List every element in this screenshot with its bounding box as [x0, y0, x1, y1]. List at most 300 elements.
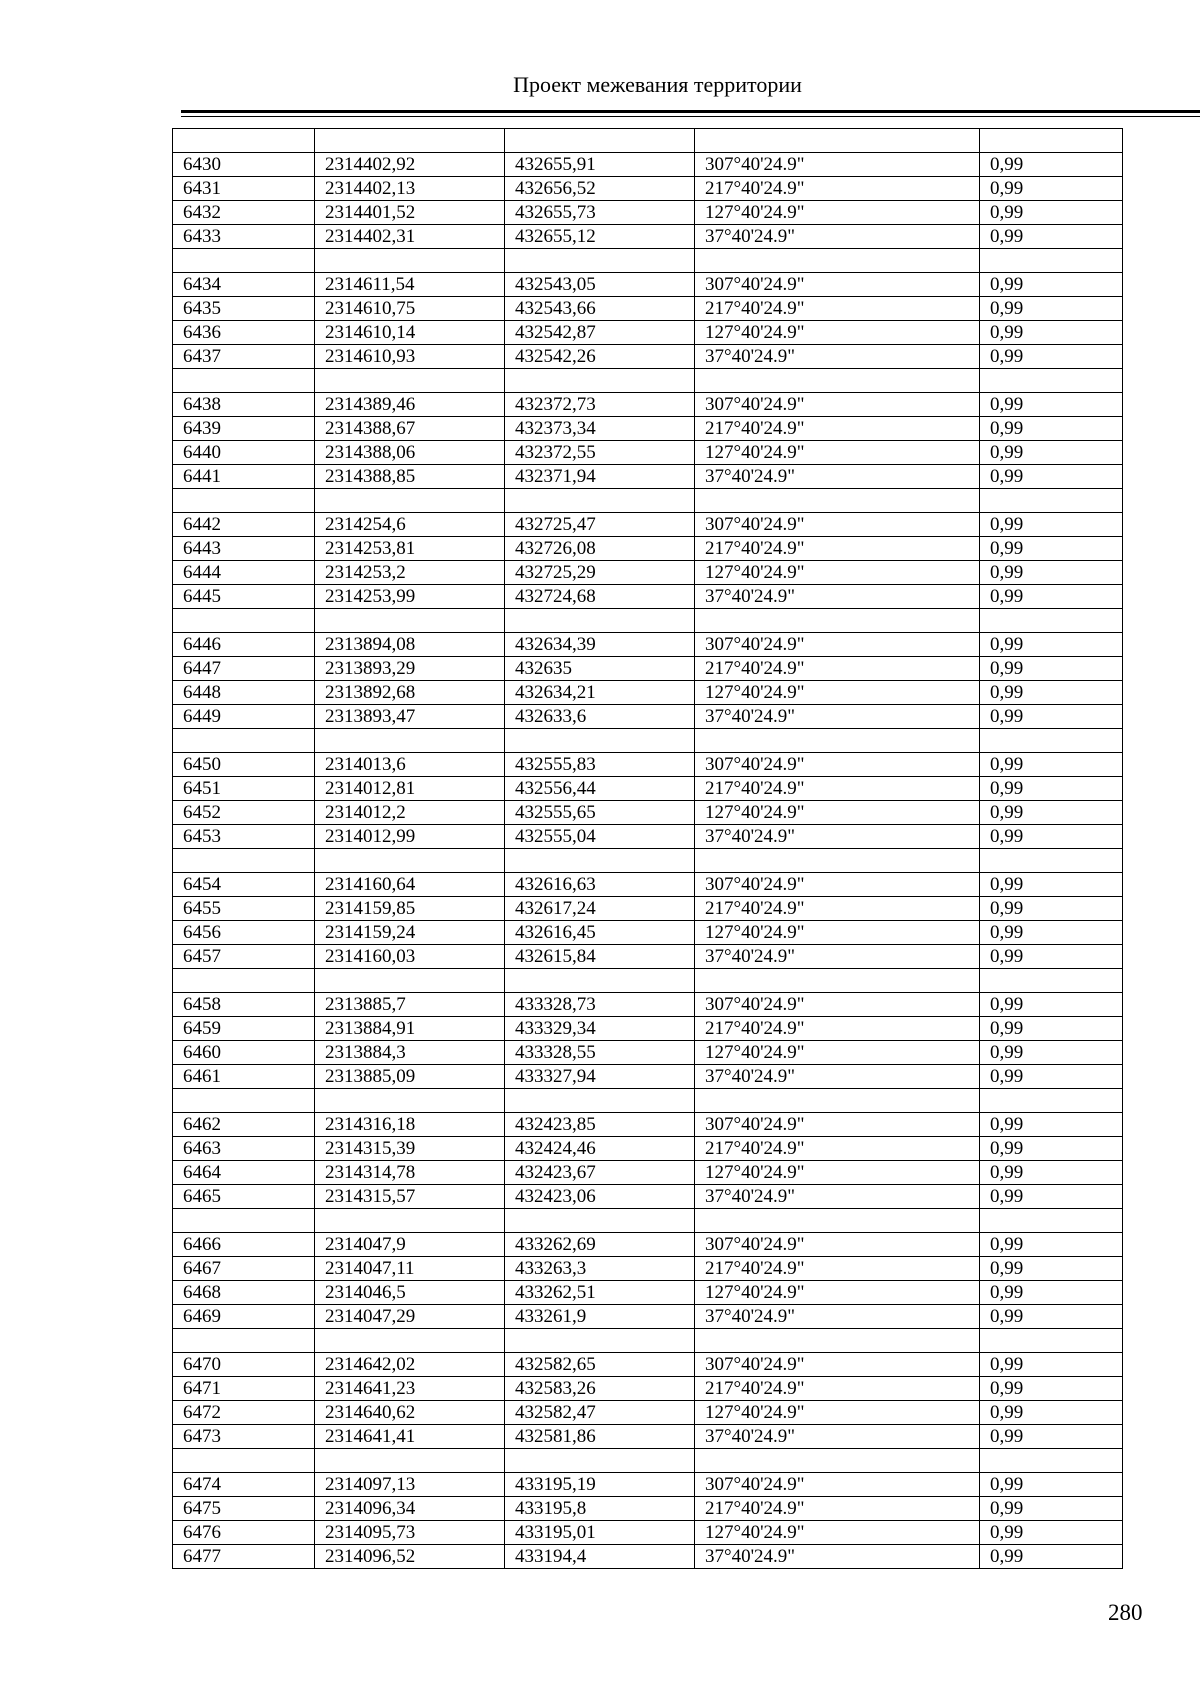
y-coordinate-cell: 432423,06	[505, 1185, 695, 1209]
y-coordinate-cell: 433195,01	[505, 1521, 695, 1545]
point-number-cell: 6458	[173, 993, 315, 1017]
point-number-cell: 6453	[173, 825, 315, 849]
direction-angle-cell: 37°40'24.9"	[695, 225, 980, 249]
y-coordinate-cell: 432724,68	[505, 585, 695, 609]
direction-angle-cell: 217°40'24.9"	[695, 777, 980, 801]
point-number-cell: 6442	[173, 513, 315, 537]
point-number-cell: 6454	[173, 873, 315, 897]
empty-cell	[980, 609, 1123, 633]
empty-cell	[173, 1209, 315, 1233]
distance-cell: 0,99	[980, 1161, 1123, 1185]
y-coordinate-cell: 432555,04	[505, 825, 695, 849]
direction-angle-cell: 127°40'24.9"	[695, 1281, 980, 1305]
point-number-cell: 6470	[173, 1353, 315, 1377]
distance-cell: 0,99	[980, 993, 1123, 1017]
y-coordinate-cell: 432373,34	[505, 417, 695, 441]
direction-angle-cell: 307°40'24.9"	[695, 1353, 980, 1377]
y-coordinate-cell: 432726,08	[505, 537, 695, 561]
distance-cell: 0,99	[980, 225, 1123, 249]
point-number-cell: 6473	[173, 1425, 315, 1449]
table-row	[173, 297, 1123, 321]
x-coordinate-cell: 2314012,81	[315, 777, 505, 801]
header-rule-thin	[181, 116, 1200, 117]
table-row	[173, 321, 1123, 345]
direction-angle-cell: 127°40'24.9"	[695, 1401, 980, 1425]
empty-cell	[173, 849, 315, 873]
direction-angle-cell: 217°40'24.9"	[695, 1377, 980, 1401]
separator-row	[173, 849, 1123, 873]
empty-cell	[173, 1329, 315, 1353]
empty-cell	[315, 489, 505, 513]
y-coordinate-cell: 432655,91	[505, 153, 695, 177]
point-number-cell: 6462	[173, 1113, 315, 1137]
x-coordinate-cell: 2314610,93	[315, 345, 505, 369]
y-coordinate-cell: 433194,4	[505, 1545, 695, 1569]
empty-cell	[980, 1449, 1123, 1473]
distance-cell: 0,99	[980, 1065, 1123, 1089]
point-number-cell: 6440	[173, 441, 315, 465]
table-row	[173, 201, 1123, 225]
distance-cell: 0,99	[980, 1425, 1123, 1449]
empty-cell	[980, 969, 1123, 993]
direction-angle-cell: 37°40'24.9"	[695, 345, 980, 369]
direction-angle-cell: 307°40'24.9"	[695, 753, 980, 777]
empty-cell	[695, 129, 980, 153]
table-row	[173, 441, 1123, 465]
table-row	[173, 777, 1123, 801]
x-coordinate-cell: 2313885,09	[315, 1065, 505, 1089]
direction-angle-cell: 127°40'24.9"	[695, 921, 980, 945]
x-coordinate-cell: 2314316,18	[315, 1113, 505, 1137]
table-row	[173, 681, 1123, 705]
distance-cell: 0,99	[980, 1305, 1123, 1329]
distance-cell: 0,99	[980, 777, 1123, 801]
table-row	[173, 801, 1123, 825]
y-coordinate-cell: 432635	[505, 657, 695, 681]
point-number-cell: 6441	[173, 465, 315, 489]
y-coordinate-cell: 432616,63	[505, 873, 695, 897]
x-coordinate-cell: 2314610,14	[315, 321, 505, 345]
empty-cell	[173, 489, 315, 513]
table-row	[173, 273, 1123, 297]
table-row	[173, 753, 1123, 777]
table-row	[173, 945, 1123, 969]
y-coordinate-cell: 433195,19	[505, 1473, 695, 1497]
distance-cell: 0,99	[980, 393, 1123, 417]
table-row	[173, 1185, 1123, 1209]
coordinates-table-body	[173, 129, 1123, 1569]
empty-cell	[695, 969, 980, 993]
y-coordinate-cell: 433261,9	[505, 1305, 695, 1329]
separator-row	[173, 1209, 1123, 1233]
table-row	[173, 225, 1123, 249]
y-coordinate-cell: 433195,8	[505, 1497, 695, 1521]
table-row	[173, 465, 1123, 489]
direction-angle-cell: 127°40'24.9"	[695, 201, 980, 225]
table-row	[173, 1113, 1123, 1137]
empty-cell	[505, 1089, 695, 1113]
empty-cell	[695, 729, 980, 753]
x-coordinate-cell: 2314096,34	[315, 1497, 505, 1521]
empty-cell	[315, 1089, 505, 1113]
y-coordinate-cell: 433328,73	[505, 993, 695, 1017]
x-coordinate-cell: 2314315,39	[315, 1137, 505, 1161]
direction-angle-cell: 307°40'24.9"	[695, 273, 980, 297]
distance-cell: 0,99	[980, 825, 1123, 849]
direction-angle-cell: 217°40'24.9"	[695, 1137, 980, 1161]
empty-cell	[695, 1209, 980, 1233]
table-row	[173, 1137, 1123, 1161]
header-rule-thick	[181, 110, 1200, 113]
direction-angle-cell: 127°40'24.9"	[695, 1161, 980, 1185]
point-number-cell: 6464	[173, 1161, 315, 1185]
direction-angle-cell: 217°40'24.9"	[695, 1497, 980, 1521]
direction-angle-cell: 307°40'24.9"	[695, 873, 980, 897]
direction-angle-cell: 307°40'24.9"	[695, 1113, 980, 1137]
empty-cell	[173, 249, 315, 273]
point-number-cell: 6463	[173, 1137, 315, 1161]
empty-cell	[695, 1089, 980, 1113]
empty-cell	[980, 849, 1123, 873]
empty-cell	[505, 369, 695, 393]
x-coordinate-cell: 2314642,02	[315, 1353, 505, 1377]
y-coordinate-cell: 433327,94	[505, 1065, 695, 1089]
table-row	[173, 1065, 1123, 1089]
direction-angle-cell: 307°40'24.9"	[695, 513, 980, 537]
direction-angle-cell: 127°40'24.9"	[695, 1521, 980, 1545]
point-number-cell: 6466	[173, 1233, 315, 1257]
distance-cell: 0,99	[980, 1257, 1123, 1281]
table-row	[173, 537, 1123, 561]
table-row	[173, 1521, 1123, 1545]
direction-angle-cell: 37°40'24.9"	[695, 1185, 980, 1209]
coordinates-table	[172, 128, 1123, 1569]
empty-cell	[315, 849, 505, 873]
x-coordinate-cell: 2314611,54	[315, 273, 505, 297]
empty-cell	[315, 369, 505, 393]
empty-cell	[505, 249, 695, 273]
empty-cell	[695, 609, 980, 633]
point-number-cell: 6461	[173, 1065, 315, 1089]
x-coordinate-cell: 2314159,85	[315, 897, 505, 921]
empty-cell	[315, 249, 505, 273]
table-row	[173, 921, 1123, 945]
x-coordinate-cell: 2314160,03	[315, 945, 505, 969]
page-header: Проект межевания территории	[513, 72, 802, 97]
distance-cell: 0,99	[980, 657, 1123, 681]
table-row	[173, 1257, 1123, 1281]
y-coordinate-cell: 432583,26	[505, 1377, 695, 1401]
y-coordinate-cell: 432633,6	[505, 705, 695, 729]
distance-cell: 0,99	[980, 537, 1123, 561]
y-coordinate-cell: 432543,66	[505, 297, 695, 321]
empty-cell	[315, 969, 505, 993]
direction-angle-cell: 307°40'24.9"	[695, 153, 980, 177]
y-coordinate-cell: 433262,69	[505, 1233, 695, 1257]
empty-cell	[173, 369, 315, 393]
direction-angle-cell: 217°40'24.9"	[695, 537, 980, 561]
table-row	[173, 417, 1123, 441]
separator-row	[173, 1329, 1123, 1353]
x-coordinate-cell: 2313893,47	[315, 705, 505, 729]
distance-cell: 0,99	[980, 921, 1123, 945]
empty-cell	[980, 489, 1123, 513]
y-coordinate-cell: 432634,21	[505, 681, 695, 705]
distance-cell: 0,99	[980, 177, 1123, 201]
point-number-cell: 6433	[173, 225, 315, 249]
distance-cell: 0,99	[980, 321, 1123, 345]
direction-angle-cell: 127°40'24.9"	[695, 561, 980, 585]
point-number-cell: 6451	[173, 777, 315, 801]
distance-cell: 0,99	[980, 1017, 1123, 1041]
y-coordinate-cell: 432581,86	[505, 1425, 695, 1449]
point-number-cell: 6465	[173, 1185, 315, 1209]
empty-cell	[980, 369, 1123, 393]
distance-cell: 0,99	[980, 633, 1123, 657]
empty-cell	[173, 1449, 315, 1473]
x-coordinate-cell: 2314095,73	[315, 1521, 505, 1545]
distance-cell: 0,99	[980, 1113, 1123, 1137]
empty-cell	[173, 1089, 315, 1113]
distance-cell: 0,99	[980, 201, 1123, 225]
y-coordinate-cell: 432725,47	[505, 513, 695, 537]
point-number-cell: 6457	[173, 945, 315, 969]
empty-cell	[315, 129, 505, 153]
separator-row	[173, 489, 1123, 513]
direction-angle-cell: 37°40'24.9"	[695, 1425, 980, 1449]
separator-row	[173, 1089, 1123, 1113]
x-coordinate-cell: 2314402,31	[315, 225, 505, 249]
distance-cell: 0,99	[980, 1497, 1123, 1521]
distance-cell: 0,99	[980, 513, 1123, 537]
table-row	[173, 993, 1123, 1017]
table-row	[173, 177, 1123, 201]
table-row	[173, 393, 1123, 417]
table-row	[173, 1041, 1123, 1065]
x-coordinate-cell: 2314013,6	[315, 753, 505, 777]
x-coordinate-cell: 2314160,64	[315, 873, 505, 897]
x-coordinate-cell: 2314012,99	[315, 825, 505, 849]
direction-angle-cell: 217°40'24.9"	[695, 1257, 980, 1281]
y-coordinate-cell: 433329,34	[505, 1017, 695, 1041]
table-row	[173, 1353, 1123, 1377]
y-coordinate-cell: 433262,51	[505, 1281, 695, 1305]
table-row	[173, 345, 1123, 369]
point-number-cell: 6450	[173, 753, 315, 777]
y-coordinate-cell: 432617,24	[505, 897, 695, 921]
table-row	[173, 1233, 1123, 1257]
direction-angle-cell: 307°40'24.9"	[695, 1233, 980, 1257]
separator-row	[173, 969, 1123, 993]
x-coordinate-cell: 2314254,6	[315, 513, 505, 537]
separator-row	[173, 369, 1123, 393]
x-coordinate-cell: 2314253,2	[315, 561, 505, 585]
distance-cell: 0,99	[980, 465, 1123, 489]
x-coordinate-cell: 2314097,13	[315, 1473, 505, 1497]
x-coordinate-cell: 2314641,41	[315, 1425, 505, 1449]
x-coordinate-cell: 2314314,78	[315, 1161, 505, 1185]
x-coordinate-cell: 2314315,57	[315, 1185, 505, 1209]
y-coordinate-cell: 432372,55	[505, 441, 695, 465]
distance-cell: 0,99	[980, 1185, 1123, 1209]
distance-cell: 0,99	[980, 153, 1123, 177]
point-number-cell: 6471	[173, 1377, 315, 1401]
y-coordinate-cell: 433328,55	[505, 1041, 695, 1065]
point-number-cell: 6455	[173, 897, 315, 921]
table-row	[173, 1377, 1123, 1401]
point-number-cell: 6467	[173, 1257, 315, 1281]
direction-angle-cell: 217°40'24.9"	[695, 897, 980, 921]
x-coordinate-cell: 2313894,08	[315, 633, 505, 657]
distance-cell: 0,99	[980, 345, 1123, 369]
distance-cell: 0,99	[980, 1521, 1123, 1545]
empty-cell	[980, 1329, 1123, 1353]
x-coordinate-cell: 2314388,85	[315, 465, 505, 489]
point-number-cell: 6432	[173, 201, 315, 225]
point-number-cell: 6434	[173, 273, 315, 297]
x-coordinate-cell: 2314047,29	[315, 1305, 505, 1329]
distance-cell: 0,99	[980, 873, 1123, 897]
distance-cell: 0,99	[980, 1137, 1123, 1161]
table-row	[173, 1497, 1123, 1521]
empty-cell	[695, 249, 980, 273]
table-row	[173, 657, 1123, 681]
empty-cell	[505, 609, 695, 633]
y-coordinate-cell: 432542,87	[505, 321, 695, 345]
direction-angle-cell: 127°40'24.9"	[695, 441, 980, 465]
y-coordinate-cell: 432616,45	[505, 921, 695, 945]
distance-cell: 0,99	[980, 705, 1123, 729]
direction-angle-cell: 127°40'24.9"	[695, 1041, 980, 1065]
empty-cell	[173, 609, 315, 633]
point-number-cell: 6435	[173, 297, 315, 321]
empty-cell	[695, 1329, 980, 1353]
y-coordinate-cell: 433263,3	[505, 1257, 695, 1281]
empty-cell	[505, 489, 695, 513]
distance-cell: 0,99	[980, 897, 1123, 921]
x-coordinate-cell: 2314253,81	[315, 537, 505, 561]
table-row	[173, 1281, 1123, 1305]
distance-cell: 0,99	[980, 1041, 1123, 1065]
y-coordinate-cell: 432655,12	[505, 225, 695, 249]
distance-cell: 0,99	[980, 1353, 1123, 1377]
distance-cell: 0,99	[980, 1377, 1123, 1401]
distance-cell: 0,99	[980, 561, 1123, 585]
x-coordinate-cell: 2314047,11	[315, 1257, 505, 1281]
empty-cell	[315, 1209, 505, 1233]
table-row	[173, 1425, 1123, 1449]
empty-cell	[505, 1209, 695, 1233]
y-coordinate-cell: 432634,39	[505, 633, 695, 657]
x-coordinate-cell: 2313893,29	[315, 657, 505, 681]
distance-cell: 0,99	[980, 441, 1123, 465]
x-coordinate-cell: 2314610,75	[315, 297, 505, 321]
empty-cell	[980, 1089, 1123, 1113]
point-number-cell: 6460	[173, 1041, 315, 1065]
table-row	[173, 1017, 1123, 1041]
point-number-cell: 6447	[173, 657, 315, 681]
empty-cell	[315, 609, 505, 633]
empty-cell	[505, 129, 695, 153]
x-coordinate-cell: 2314640,62	[315, 1401, 505, 1425]
direction-angle-cell: 127°40'24.9"	[695, 321, 980, 345]
empty-cell	[505, 1329, 695, 1353]
distance-cell: 0,99	[980, 1401, 1123, 1425]
x-coordinate-cell: 2314096,52	[315, 1545, 505, 1569]
y-coordinate-cell: 432725,29	[505, 561, 695, 585]
point-number-cell: 6430	[173, 153, 315, 177]
separator-row	[173, 609, 1123, 633]
empty-cell	[315, 729, 505, 753]
y-coordinate-cell: 432555,83	[505, 753, 695, 777]
x-coordinate-cell: 2314388,67	[315, 417, 505, 441]
empty-cell	[695, 1449, 980, 1473]
y-coordinate-cell: 432655,73	[505, 201, 695, 225]
empty-cell	[173, 969, 315, 993]
x-coordinate-cell: 2313884,3	[315, 1041, 505, 1065]
table-row	[173, 1473, 1123, 1497]
direction-angle-cell: 307°40'24.9"	[695, 993, 980, 1017]
table-row	[173, 873, 1123, 897]
table-row	[173, 513, 1123, 537]
direction-angle-cell: 127°40'24.9"	[695, 801, 980, 825]
point-number-cell: 6448	[173, 681, 315, 705]
point-number-cell: 6445	[173, 585, 315, 609]
point-number-cell: 6456	[173, 921, 315, 945]
x-coordinate-cell: 2314159,24	[315, 921, 505, 945]
y-coordinate-cell: 432542,26	[505, 345, 695, 369]
table-row	[173, 1401, 1123, 1425]
distance-cell: 0,99	[980, 753, 1123, 777]
y-coordinate-cell: 432423,85	[505, 1113, 695, 1137]
y-coordinate-cell: 432371,94	[505, 465, 695, 489]
separator-row	[173, 249, 1123, 273]
empty-cell	[315, 1449, 505, 1473]
x-coordinate-cell: 2314401,52	[315, 201, 505, 225]
table-row	[173, 825, 1123, 849]
direction-angle-cell: 37°40'24.9"	[695, 1545, 980, 1569]
separator-row	[173, 1449, 1123, 1473]
empty-cell	[173, 729, 315, 753]
point-number-cell: 6475	[173, 1497, 315, 1521]
table-row	[173, 1545, 1123, 1569]
point-number-cell: 6477	[173, 1545, 315, 1569]
direction-angle-cell: 307°40'24.9"	[695, 1473, 980, 1497]
x-coordinate-cell: 2314012,2	[315, 801, 505, 825]
point-number-cell: 6446	[173, 633, 315, 657]
direction-angle-cell: 217°40'24.9"	[695, 297, 980, 321]
x-coordinate-cell: 2313884,91	[315, 1017, 505, 1041]
distance-cell: 0,99	[980, 273, 1123, 297]
x-coordinate-cell: 2314402,92	[315, 153, 505, 177]
distance-cell: 0,99	[980, 1233, 1123, 1257]
x-coordinate-cell: 2314389,46	[315, 393, 505, 417]
point-number-cell: 6472	[173, 1401, 315, 1425]
y-coordinate-cell: 432543,05	[505, 273, 695, 297]
empty-cell	[505, 969, 695, 993]
y-coordinate-cell: 432615,84	[505, 945, 695, 969]
table-row	[173, 1161, 1123, 1185]
y-coordinate-cell: 432423,67	[505, 1161, 695, 1185]
x-coordinate-cell: 2314402,13	[315, 177, 505, 201]
point-number-cell: 6444	[173, 561, 315, 585]
point-number-cell: 6459	[173, 1017, 315, 1041]
empty-cell	[980, 129, 1123, 153]
distance-cell: 0,99	[980, 801, 1123, 825]
table-row	[173, 633, 1123, 657]
x-coordinate-cell: 2313892,68	[315, 681, 505, 705]
table-row	[173, 561, 1123, 585]
